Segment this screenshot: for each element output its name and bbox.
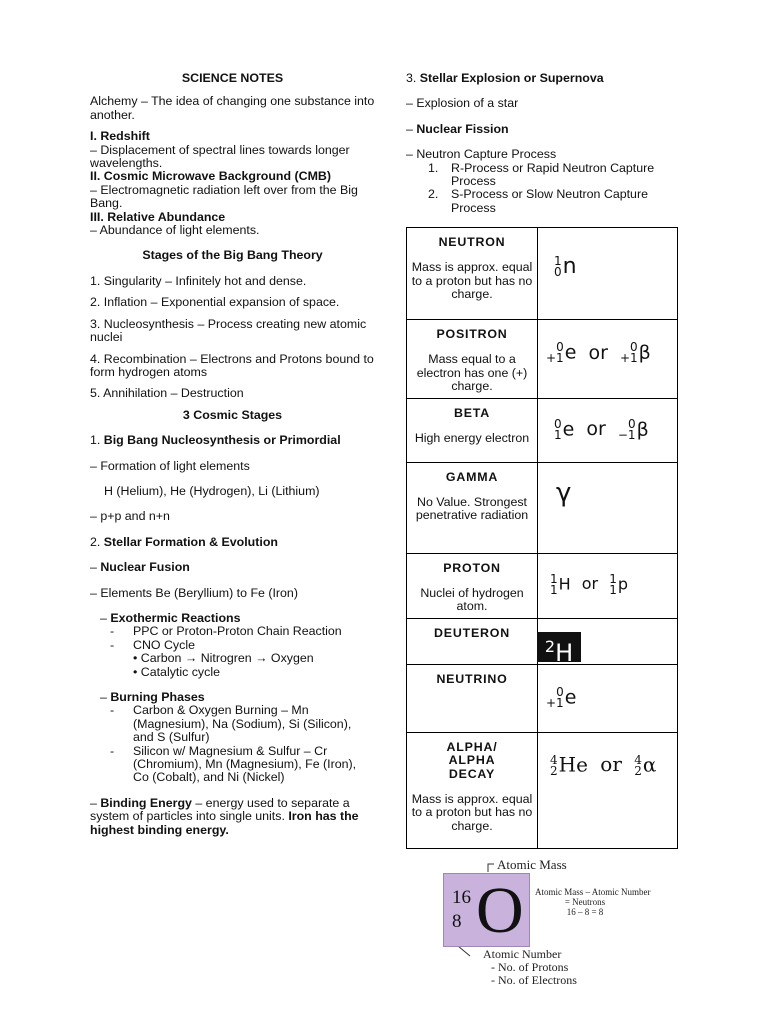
charge-index: 1 (554, 427, 562, 442)
mass-index: 0 (627, 416, 636, 431)
alchemy-definition: Alchemy – The idea of changing one substance into another. (90, 94, 375, 122)
positron-symbol (546, 342, 651, 364)
cosmic-stage-number: 2. (90, 534, 104, 549)
charge-index: +1 (546, 695, 564, 710)
mass-index: 1 (550, 571, 558, 586)
left-column (90, 72, 375, 837)
charge-index: 0 (554, 265, 562, 279)
or-text: or (588, 341, 608, 364)
nuclide-indices (617, 416, 636, 442)
list-text: R-Process or Rapid Neutron Capture Process (451, 160, 655, 189)
particle-description: Mass equal to a electron has one (+) charge. (416, 352, 528, 394)
mass-index: 4 (550, 752, 558, 767)
abundance-heading: III. Relative Abundance (90, 209, 226, 224)
stage-item: 3. Nucleosynthesis – Process creating new atomic nuclei (90, 316, 367, 345)
particle-name-cell (407, 320, 538, 399)
right-column (406, 72, 678, 215)
page-title: SCIENCE NOTES (181, 71, 284, 85)
protons-label: - No. of Protons (491, 960, 569, 974)
particle-name: DEUTERON (434, 625, 510, 640)
nuclide-indices (634, 752, 642, 778)
cosmic-stages-heading: 3 Cosmic Stages (182, 407, 283, 422)
particle-name: BETA (453, 405, 490, 420)
capture-list (406, 162, 678, 216)
cmb-description: – Electromagnetic radiation left over from the Big Bang. (90, 182, 358, 211)
cosmic-stage-2 (90, 536, 375, 549)
cosmic-stage-number: 1. (90, 433, 104, 448)
particle-name-cell (407, 553, 538, 618)
list-item (90, 639, 375, 679)
deuteron-symbol (537, 632, 581, 667)
particle-name: PROTON (443, 560, 501, 575)
neutrons-note (535, 887, 651, 917)
capture-line: – Neutron Capture Process (406, 147, 557, 162)
redshift-description: – Displacement of spectral lines towards longer wavelengths. (90, 142, 350, 171)
cosmic-stage-1-title: Big Bang Nucleosynthesis or Primordial (103, 433, 341, 448)
cmb-heading: II. Cosmic Microwave Background (CMB) (90, 169, 331, 184)
charge-index: 2 (550, 763, 558, 778)
cosmic-stage-2-title: Stellar Formation & Evolution (103, 534, 278, 549)
binding-energy-label: Binding Energy (100, 795, 192, 810)
charge-index: +1 (619, 351, 638, 365)
particle-letter: α (642, 752, 657, 777)
particle-name: ALPHA/ ALPHA DECAY (446, 739, 498, 781)
burning-list (90, 704, 375, 784)
light-elements-line: H (Helium), He (Hydrogen), Li (Lithium) (104, 483, 320, 498)
charge-index: +1 (546, 351, 564, 365)
list-text: S-Process or Slow Neutron Capture Process (451, 187, 648, 215)
dash: – (100, 610, 111, 625)
particle-symbol-cell (538, 398, 678, 462)
atomic-number-note (483, 948, 577, 987)
stage-item: 1. Singularity – Infinitely hot and dense. (90, 273, 307, 288)
mass-index: 0 (556, 684, 564, 699)
atomic-mass-label: Atomic Mass (497, 857, 567, 872)
particle-symbol-cell (538, 462, 678, 553)
particle-symbol-cell (538, 228, 678, 320)
table-row (407, 320, 678, 399)
burning-line (90, 691, 375, 704)
neutron-symbol (554, 256, 577, 278)
particle-name: NEUTRINO (436, 671, 508, 686)
particle-name-cell (407, 618, 538, 664)
particle-table (406, 227, 678, 849)
cno-sub-item: • Catalytic cycle (133, 664, 220, 679)
list-item (406, 162, 678, 189)
table-row (407, 553, 678, 618)
nuclide-indices (554, 256, 562, 278)
atomic-number-pointer (458, 946, 470, 956)
cno-sub-item: • Carbon → Nitrogren → Oxygen (133, 651, 314, 666)
neutrons-label: = Neutrons (564, 897, 606, 907)
element-symbol: O (476, 874, 524, 947)
nuclide-indices (546, 342, 564, 364)
list-number: 1. (428, 160, 439, 175)
particle-name-cell (407, 462, 538, 553)
mass-index: 0 (630, 340, 638, 354)
mass-index: 0 (554, 416, 562, 431)
stage-item: 5. Annihilation – Destruction (90, 386, 244, 401)
particle-letter: e (564, 341, 577, 364)
particle-description: High energy electron (414, 431, 530, 446)
stage-item: 2. Inflation – Exponential expansion of space. (90, 295, 340, 310)
list-item: - PPC or Proton-Proton Chain Reaction (90, 625, 375, 638)
neutrino-symbol (546, 684, 577, 710)
particle-symbol-cell (538, 732, 678, 848)
particle-letter: β (638, 341, 651, 364)
be-fe-line: – Elements Be (Beryllium) to Fe (Iron) (90, 585, 298, 600)
dash: – (100, 690, 111, 704)
particle-name-cell (407, 664, 538, 732)
atomic-number-value: 8 (452, 911, 462, 932)
neutrons-calculation: 16 – 8 = 8 (566, 907, 604, 917)
particle-description: Nuclei of hydrogen atom. (420, 586, 524, 614)
gamma-symbol: γ (556, 477, 572, 508)
particle-name: NEUTRON (438, 235, 506, 249)
or-text: or (586, 418, 606, 441)
redshift-heading: I. Redshift (90, 129, 150, 144)
formation-line: – Formation of light elements (90, 458, 250, 473)
exothermic-line (90, 612, 375, 625)
particle-letter: e (564, 686, 577, 709)
cosmic-stage-3-title: Stellar Explosion or Supernova (419, 71, 604, 85)
particle-letter: n (562, 254, 577, 279)
cosmic-stage-number: 3. (406, 71, 420, 85)
atomic-mass-value: 16 (452, 887, 471, 908)
charge-index: 2 (634, 763, 642, 778)
table-row (407, 398, 678, 462)
mass-index: 0 (556, 340, 564, 354)
exothermic-list (90, 625, 375, 679)
nuclide-indices (609, 571, 617, 597)
particle-symbol-cell (538, 553, 678, 618)
particle-description: Mass is approx. equal to a proton but has no charge. (411, 792, 533, 833)
list-item: - Silicon w/ Magnesium & Sulfur – Cr (Chromium), Mn (Magnesium), Fe (Iron), Co (Cobalt), and Ni (Nickel) (90, 745, 375, 785)
beta-symbol (554, 416, 649, 442)
dash: – (90, 560, 101, 575)
list-item: - Carbon & Oxygen Burning – Mn (Magnesium), Na (Sodium), Si (Silicon), and S (Sulfur) (90, 704, 375, 744)
table-row (407, 664, 678, 732)
mass-index: 4 (634, 752, 642, 767)
particle-name: POSITRON (436, 327, 508, 341)
particle-letter: p (617, 574, 629, 594)
nuclide-indices (546, 684, 564, 710)
particle-description: No Value. Strongest penetrative radiation (415, 495, 529, 523)
table-row (407, 228, 678, 320)
particle-letter: He (558, 752, 588, 777)
atomic-number-label: Atomic Number (483, 947, 562, 961)
particle-name-cell (407, 398, 538, 462)
neutrons-formula: Atomic Mass – Atomic Number (535, 887, 651, 897)
explosion-line: – Explosion of a star (406, 96, 519, 111)
binding-energy-desc: – energy used to separate a system of particles into single units. (90, 795, 350, 824)
particle-name-cell (407, 732, 538, 848)
cosmic-stage-3 (406, 72, 678, 85)
or-text: or (600, 752, 622, 777)
particle-letter: H (558, 574, 571, 594)
oxygen-element-tile (443, 873, 530, 947)
particle-description: Mass is approx. equal to a proton but has no charge. (411, 260, 533, 302)
particle-symbol-cell (538, 664, 678, 732)
mass-index: 1 (609, 571, 617, 586)
nuclear-fission-label: Nuclear Fission (416, 121, 509, 136)
stage-item: 4. Recombination – Electrons and Protons bound to form hydrogen atoms (90, 351, 374, 379)
list-number: 2. (428, 187, 439, 202)
burning-label: Burning Phases (110, 690, 205, 704)
fusion-line (90, 561, 375, 574)
cno-label: CNO Cycle (133, 637, 195, 652)
particle-symbol-cell (538, 320, 678, 399)
cosmic-stage-1 (90, 434, 375, 447)
nuclide-indices (550, 571, 558, 597)
nuclide-indices (620, 342, 638, 364)
atomic-mass-pointer (488, 864, 494, 872)
particle-name: GAMMA (445, 469, 499, 484)
abundance-description: – Abundance of light elements. (90, 223, 260, 238)
list-item (406, 188, 678, 215)
pp-nn-line: – p+p and n+n (90, 509, 170, 524)
particle-letter: β (636, 418, 649, 441)
proton-symbol (550, 571, 629, 597)
nuclide-indices (550, 752, 558, 778)
charge-index: 1 (550, 582, 558, 597)
particle-name-cell (407, 228, 538, 320)
exothermic-label: Exothermic Reactions (110, 610, 241, 625)
mass-index: 2 (544, 636, 556, 656)
particle-symbol-cell (538, 618, 678, 667)
particle-letter: e (562, 418, 575, 441)
or-text: or (581, 574, 599, 594)
dash: – (406, 121, 417, 136)
alpha-symbol (550, 752, 657, 778)
particle-letter: H (555, 638, 574, 667)
binding-energy-paragraph (90, 797, 375, 837)
fission-line (406, 123, 678, 136)
table-row (407, 462, 678, 553)
dash: – (90, 795, 101, 810)
mass-index: 1 (554, 254, 562, 268)
table-row (407, 618, 678, 664)
nuclear-fusion-label: Nuclear Fusion (100, 560, 190, 575)
stages-heading: Stages of the Big Bang Theory (142, 248, 323, 263)
binding-energy-emphasis: Iron has the highest binding energy. (90, 809, 359, 837)
table-row (407, 732, 678, 848)
nuclide-indices (554, 416, 562, 442)
charge-index: 1 (609, 582, 617, 597)
electrons-label: - No. of Electrons (491, 973, 577, 987)
charge-index: −1 (617, 427, 636, 442)
